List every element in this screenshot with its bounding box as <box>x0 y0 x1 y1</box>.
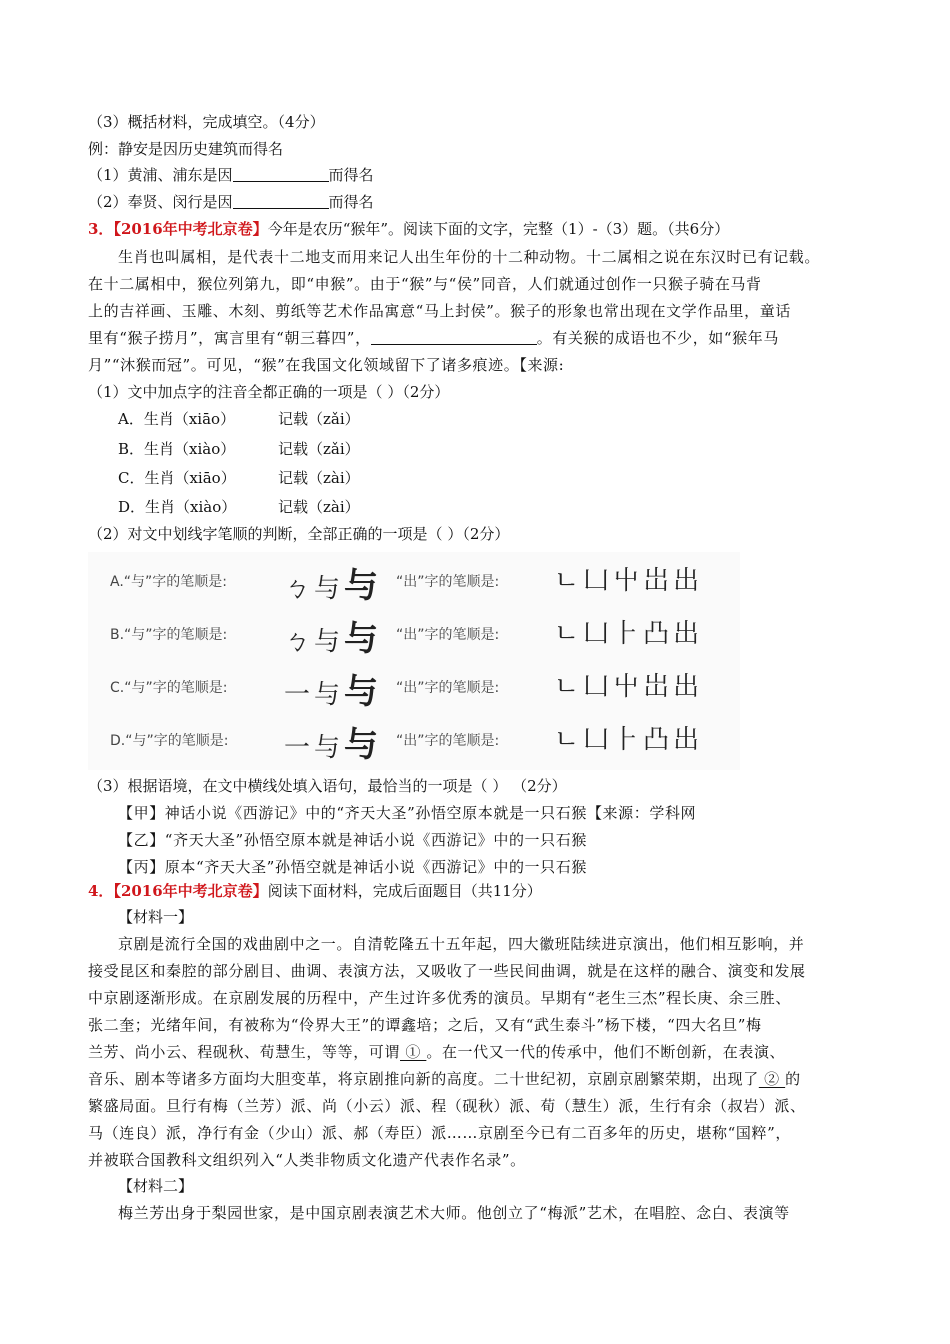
stroke-row-b-chu-label: “出”字的笔顺是: <box>396 627 500 643</box>
option-jia[interactable]: 【甲】神话小说《西游记》中的“齐天大圣”孙悟空原本就是一只石猴【来源：学科网 <box>118 804 697 822</box>
q3-p4-prefix: 里有“猴子捞月”，寓言里有“朝三暮四”， <box>88 329 371 347</box>
stroke-row-b-yu-label: B.“与”字的笔顺是: <box>110 627 228 643</box>
option-d-label: D．生肖（xiào） <box>118 498 237 516</box>
m1-line6-prefix: 音乐、剧本等诸多方面均大胆变革，将京剧推向新的高度。二十世纪初，京剧京剧繁荣期，出现了 <box>88 1070 759 1088</box>
m1-line2: 接受昆区和秦腔的部分剧目、曲调、表演方法，又吸收了一些民间曲调，就是在这样的融合、演变和发展 <box>88 962 806 980</box>
option-yi[interactable]: 【乙】“齐天大圣”孙悟空原本就是神话小说《西游记》中的一只石猴 <box>118 831 587 849</box>
m1-line1: 京剧是流行全国的戏曲剧中之一。自清乾隆五十五年起，四大徽班陆续进京演出，他们相互影响，并 <box>118 935 805 953</box>
stroke-row-d[interactable] <box>88 715 740 767</box>
chu-strokes: ㄴ 凵 屮 岀 出 <box>554 566 700 596</box>
stroke-row-d-chu-label: “出”字的笔顺是: <box>396 733 500 749</box>
answer-blank[interactable] <box>233 165 329 182</box>
item1-prefix: （1）黄浦、浦东是因 <box>88 166 233 184</box>
q3-p4-suffix: 。有关猴的成语也不少，如“猴年马 <box>536 329 779 347</box>
item2-suffix: 而得名 <box>328 193 374 211</box>
q3-para-line2: 在十二属相中，猴位列第九，即“申猴”。由于“猴”与“侯”同音，人们就通过创作一只猴子骑在马背 <box>88 275 762 293</box>
m2-line1: 梅兰芳出身于梨园世家，是中国京剧表演艺术大师。他创立了“梅派”艺术，在唱腔、念白、表演等 <box>118 1204 790 1222</box>
m1-line3: 中京剧逐渐形成。在京剧发展的历程中，产生过许多优秀的演员。早期有“老生三杰”程长庚、余三胜、 <box>88 989 791 1007</box>
m1-line5-suffix: 。在一代又一代的传承中，他们不断创新，在表演、 <box>426 1043 786 1061</box>
stroke-row-a-yu-label: A.“与”字的笔顺是: <box>110 574 228 590</box>
q3-source: 【2016年中考北京卷】 <box>113 220 268 238</box>
item2-prefix: （2）奉贤、闵行是因 <box>88 193 233 211</box>
q3-header <box>88 218 729 240</box>
item1-suffix: 而得名 <box>328 166 374 184</box>
option-a[interactable] <box>118 408 360 430</box>
option-b-label: B．生肖（xiào） <box>118 440 236 458</box>
yu-strokes: ㄅ 与 与 <box>284 619 379 659</box>
q2-3-example: 例：静安是因历史建筑而得名 <box>88 140 284 158</box>
chu-strokes: ㄴ 凵 ⺊ 凸 出 <box>554 619 700 649</box>
stroke-row-c-chu-label: “出”字的笔顺是: <box>396 680 500 696</box>
q4-intro: 阅读下面材料，完成后面题目（共11分） <box>267 882 542 900</box>
stroke-row-a[interactable] <box>88 556 740 608</box>
blank-2[interactable]: ② <box>758 1070 786 1088</box>
option-c-b: 记载（zài） <box>278 469 360 487</box>
m1-line5-prefix: 兰芳、尚小云、程砚秋、荀慧生，等等，可谓 <box>88 1043 401 1061</box>
m1-line7: 繁盛局面。旦行有梅（兰芳）派、尚（小云）派、程（砚秋）派、荀（慧生）派，生行有余（叔岩）派、 <box>88 1097 806 1115</box>
option-d[interactable] <box>118 496 360 518</box>
option-a-label: A．生肖（xiāo） <box>118 410 236 428</box>
q3-sub2: （2）对文中划线字笔顺的判断，全部正确的一项是（ ）（2分） <box>88 525 510 543</box>
q3-sub1: （1）文中加点字的注音全都正确的一项是（ ）（2分） <box>88 383 450 401</box>
material-2-title: 【材料二】 <box>118 1177 194 1195</box>
q3-intro: 今年是农历“猴年”。阅读下面的文字，完整（1）-（3）题。（共6分） <box>267 220 730 238</box>
option-c[interactable] <box>118 467 360 489</box>
q3-sub3: （3）根据语境，在文中横线处填入语句，最恰当的一项是（ ） （2分） <box>88 777 567 795</box>
material-1-title: 【材料一】 <box>118 908 194 926</box>
option-bing[interactable]: 【丙】原本“齐天大圣”孙悟空就是神话小说《西游记》中的一只石猴 <box>118 858 587 876</box>
stroke-row-a-chu-label: “出”字的笔顺是: <box>396 574 500 590</box>
q3-number: 3． <box>88 220 114 238</box>
m1-line8: 马（连良）派，净行有金（少山）派、郝（寿臣）派……京剧至今已有二百多年的历史，堪称“国粹”， <box>88 1124 791 1142</box>
option-a-b: 记载（zǎi） <box>278 410 360 428</box>
yu-strokes: 一 与 与 <box>284 725 379 765</box>
q4-header <box>88 880 542 902</box>
answer-blank[interactable] <box>371 328 537 345</box>
q3-para-line5: 月”“沐猴而冠”。可见，“猴”在我国文化领域留下了诸多痕迹。【来源: <box>88 356 565 374</box>
chu-strokes: ㄴ 凵 屮 岀 出 <box>554 672 700 702</box>
m1-line5 <box>88 1041 785 1063</box>
q4-number: 4． <box>88 882 114 900</box>
stroke-order-figure <box>88 552 740 770</box>
q4-source: 【2016年中考北京卷】 <box>113 882 268 900</box>
m1-line6 <box>88 1068 801 1090</box>
yu-strokes: 一 与 与 <box>284 672 379 712</box>
stroke-row-c[interactable] <box>88 662 740 714</box>
chu-strokes: ㄴ 凵 ⺊ 凸 出 <box>554 725 700 755</box>
q3-para-line3: 上的吉祥画、玉雕、木刻、剪纸等艺术作品寓意“马上封侯”。猴子的形象也常出现在文学作品里，童话 <box>88 302 791 320</box>
answer-blank[interactable] <box>233 192 329 209</box>
m1-line6-suffix: 的 <box>785 1070 801 1088</box>
stroke-row-b[interactable] <box>88 609 740 661</box>
q3-para-line1: 生肖也叫属相，是代表十二地支而用来记人出生年份的十二种动物。十二属相之说在东汉时已有记载。 <box>118 248 821 266</box>
option-d-b: 记载（zài） <box>278 498 360 516</box>
q2-3-item2 <box>88 191 374 213</box>
m1-line9: 并被联合国教科文组织列入“人类非物质文化遗产代表作名录”。 <box>88 1151 526 1169</box>
stroke-row-c-yu-label: C.“与”字的笔顺是: <box>110 680 228 696</box>
option-b[interactable] <box>118 438 360 460</box>
option-b-b: 记载（zǎi） <box>278 440 360 458</box>
option-c-label: C．生肖（xiāo） <box>118 469 236 487</box>
yu-strokes: ㄅ 与 与 <box>284 566 379 606</box>
q2-3-item1 <box>88 164 374 186</box>
stroke-row-d-yu-label: D.“与”字的笔顺是: <box>110 733 229 749</box>
m1-line4: 张二奎；光绪年间，有被称为“伶界大王”的谭鑫培；之后，又有“武生泰斗”杨下楼，“四大名旦”梅 <box>88 1016 762 1034</box>
q3-para-line4 <box>88 327 779 349</box>
q2-3-title: （3）概括材料，完成填空。（4分） <box>88 113 325 131</box>
blank-1[interactable]: ① <box>400 1043 427 1061</box>
